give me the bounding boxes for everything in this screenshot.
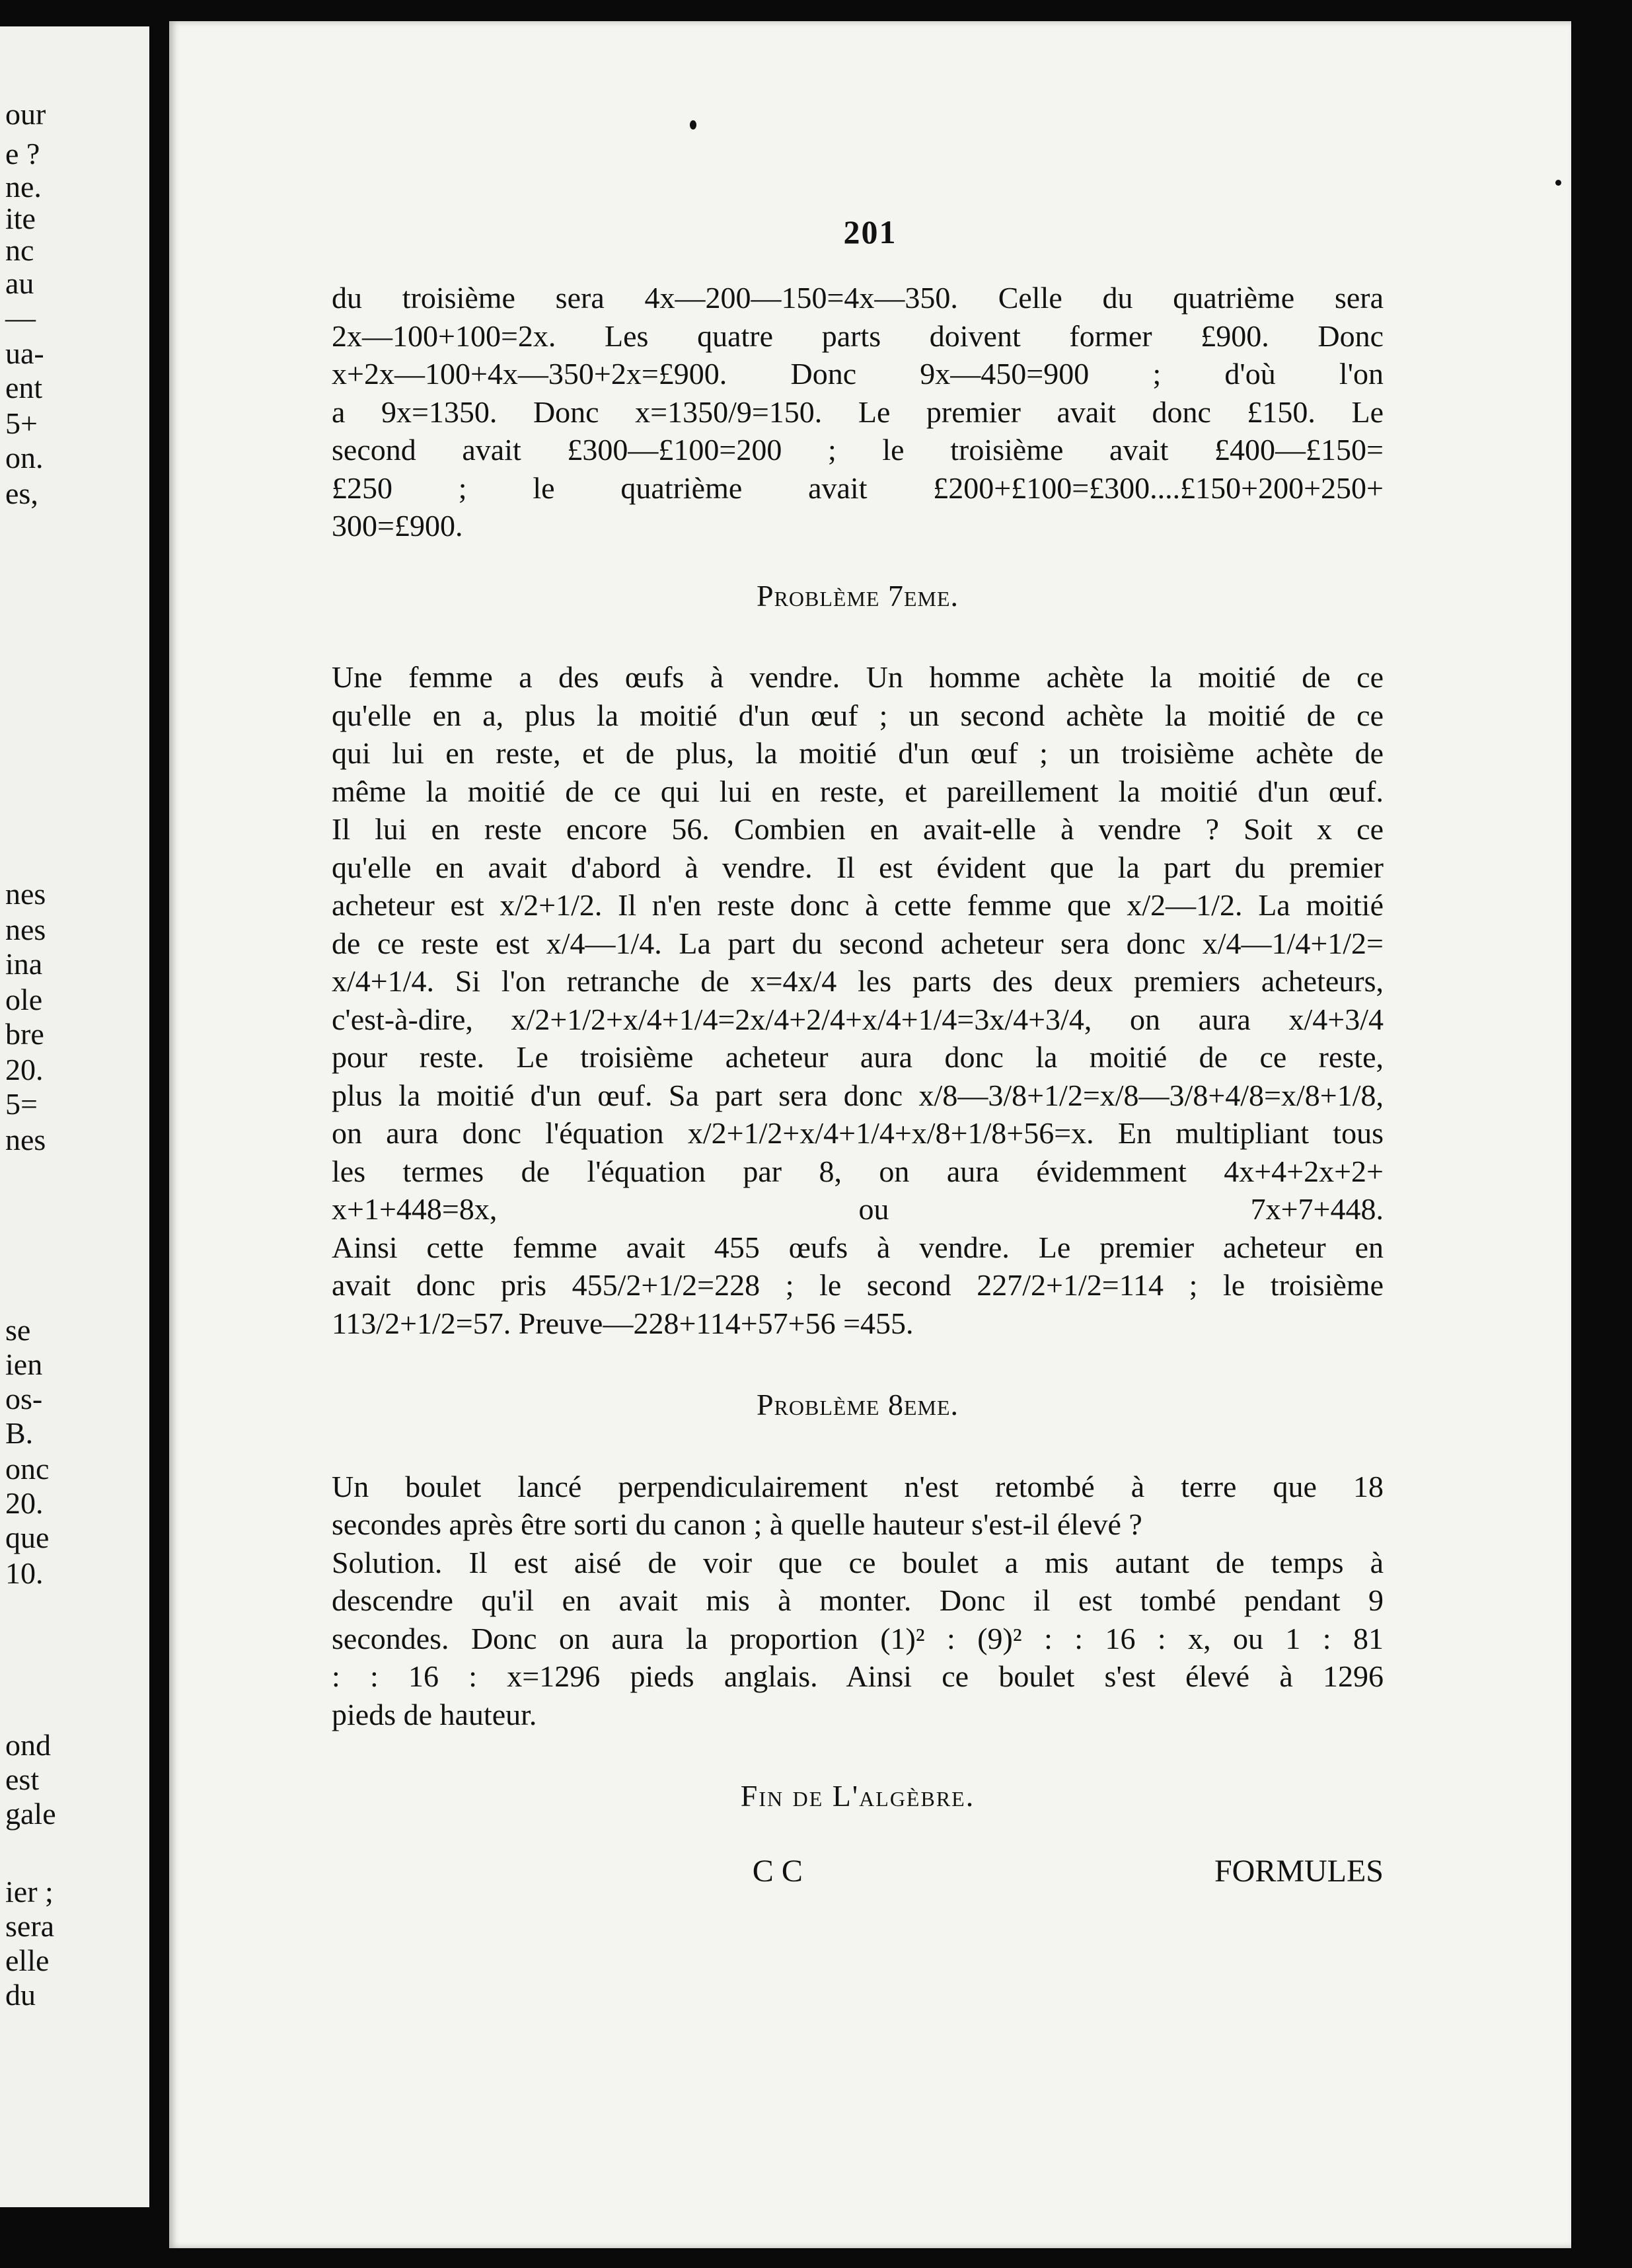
book-page	[169, 21, 1571, 2248]
facing-page-fragment: our	[5, 97, 46, 131]
facing-page-fragment: gale	[5, 1797, 56, 1831]
probleme-7-line: même la moitié de ce qui lui en reste, et pareillement la moitié d'un œuf.	[332, 774, 1384, 808]
solution-6-line: second avait £300—£100=200 ; le troisième avait £400—£150=	[332, 433, 1384, 467]
facing-page-fragment: ina	[5, 947, 43, 981]
probleme-7-line: Une femme a des œufs à vendre. Un homme achète la moitié de ce	[332, 660, 1384, 694]
solution-6-line: x+2x—100+4x—350+2x=£900. Donc 9x—450=900 ; d'où l'on	[332, 357, 1384, 391]
probleme-7-line: c'est-à-dire, x/2+1/2+x/4+1/4=2x/4+2/4+x/4+1/4=3x/4+3/4, on aura x/4+3/4	[332, 1002, 1384, 1036]
paragraph-solution-6	[332, 279, 1384, 545]
solution-8-line: secondes. Donc on aura la proportion (1)² : (9)² : : 16 : x, ou 1 : 81	[332, 1621, 1384, 1655]
facing-page-fragment: ne.	[5, 170, 42, 204]
paragraph-probleme-7	[332, 658, 1384, 1342]
facing-page-fragment: ite	[5, 202, 36, 235]
facing-page-fragment: 10.	[5, 1556, 44, 1590]
probleme-8-line: secondes après être sorti du canon ; à quelle hauteur s'est-il élevé ?	[332, 1507, 1142, 1541]
facing-page-fragment: bre	[5, 1017, 44, 1051]
adjacent-page-edge	[0, 26, 149, 2207]
probleme-7-line: Il lui en reste encore 56. Combien en avait-elle à vendre ? Soit x ce	[332, 812, 1384, 846]
facing-page-fragment: est	[5, 1762, 40, 1796]
page-number: 201	[843, 213, 897, 250]
facing-page-fragment: nes	[5, 1123, 46, 1156]
end-of-algebra-title: Fin de L'algèbre.	[740, 1779, 975, 1813]
probleme-7-line: on aura donc l'équation x/2+1/2+x/4+1/4+x/8+1/8+56=x. En multipliant tous	[332, 1116, 1384, 1150]
facing-page-fragment: se	[5, 1313, 31, 1347]
solution-8-line: : : 16 : x=1296 pieds anglais. Ainsi ce boulet s'est élevé à 1296	[332, 1659, 1384, 1693]
ink-speck	[1555, 180, 1561, 186]
facing-page-fragment: e ?	[5, 137, 40, 170]
facing-page-fragment: ole	[5, 983, 43, 1016]
facing-page-fragment: —	[5, 301, 36, 334]
facing-page-fragment: on.	[5, 441, 44, 474]
facing-page-fragment: 20.	[5, 1053, 44, 1086]
probleme-7-line: avait donc pris 455/2+1/2=228 ; le second 227/2+1/2=114 ; le troisième	[332, 1268, 1384, 1302]
probleme-7-line: de ce reste est x/4—1/4. La part du second acheteur sera donc x/4—1/4+1/2=	[332, 926, 1384, 960]
heading-probleme-8: Problème 8eme.	[756, 1388, 959, 1421]
solution-8-line: descendre qu'il en avait mis à monter. Donc il est tombé pendant 9	[332, 1583, 1384, 1617]
probleme-7-line: qu'elle en a, plus la moitié d'un œuf ; un second achète la moitié de ce	[332, 698, 1384, 732]
probleme-7-line: pour reste. Le troisième acheteur aura donc la moitié de ce reste,	[332, 1040, 1384, 1074]
facing-page-fragment: que	[5, 1521, 50, 1554]
probleme-7-line: qu'elle en avait d'abord à vendre. Il est évident que la part du premier	[332, 850, 1384, 884]
paragraph-solution-8	[332, 1544, 1384, 1734]
facing-page-fragment: nes	[5, 913, 46, 946]
probleme-7-line: les termes de l'équation par 8, on aura évidemment 4x+4+2x+2+	[332, 1154, 1384, 1188]
facing-page-fragment: nes	[5, 877, 46, 911]
facing-page-fragment: ier ;	[5, 1875, 54, 1909]
facing-page-fragment: os-	[5, 1382, 43, 1416]
facing-page-fragment: B.	[5, 1416, 34, 1450]
solution-6-line: 2x—100+100=2x. Les quatre parts doivent former £900. Donc	[332, 319, 1384, 353]
probleme-7-line: plus la moitié d'un œuf. Sa part sera donc x/8—3/8+1/2=x/8—3/8+4/8=x/8+1/8,	[332, 1078, 1384, 1112]
facing-page-fragment: au	[5, 266, 34, 300]
facing-page-fragment: ent	[5, 371, 43, 404]
signature-mark: C C	[752, 1853, 803, 1889]
solution-6-line: du troisième sera 4x—200—150=4x—350. Celle du quatrième sera	[332, 281, 1384, 315]
solution-6-line: a 9x=1350. Donc x=1350/9=150. Le premier avait donc £150. Le	[332, 395, 1384, 429]
facing-page-fragment: 5=	[5, 1087, 38, 1121]
probleme-7-line: x/4+1/4. Si l'on retranche de x=4x/4 les parts des deux premiers acheteurs,	[332, 964, 1384, 998]
probleme-8-line: Un boulet lancé perpendiculairement n'est retombé à terre que 18	[332, 1469, 1384, 1503]
probleme-7-line: x+1+448=8x, ou 7x+7+448.	[332, 1192, 1384, 1226]
facing-page-fragment: onc	[5, 1452, 50, 1486]
probleme-7-line: Ainsi cette femme avait 455 œufs à vendre. Le premier acheteur en	[332, 1230, 1384, 1264]
paragraph-probleme-8	[332, 1468, 1384, 1544]
facing-page-fragment: 20.	[5, 1486, 44, 1520]
facing-page-fragment: ua-	[5, 336, 44, 370]
facing-page-fragment: elle	[5, 1944, 50, 1977]
ink-speck	[690, 120, 696, 130]
facing-page-fragment: es,	[5, 476, 38, 510]
facing-page-fragment: ien	[5, 1347, 43, 1381]
probleme-7-line: acheteur est x/2+1/2. Il n'en reste donc à cette femme que x/2—1/2. La moitié	[332, 888, 1384, 922]
solution-6-line: 300=£900.	[332, 509, 463, 543]
facing-page-fragment: du	[5, 1978, 36, 2012]
facing-page-fragment: sera	[5, 1909, 55, 1943]
book-gutter	[149, 0, 169, 2268]
solution-8-line: pieds de hauteur.	[332, 1697, 537, 1731]
probleme-7-line: qui lui en reste, et de plus, la moitié d'un œuf ; un troisième achète de	[332, 736, 1384, 770]
facing-page-fragment: nc	[5, 233, 34, 267]
solution-8-line: Solution. Il est aisé de voir que ce boulet a mis autant de temps à	[332, 1545, 1384, 1579]
heading-probleme-7: Problème 7eme.	[756, 578, 959, 613]
probleme-7-line: 113/2+1/2=57. Preuve—228+114+57+56 =455.	[332, 1306, 914, 1340]
page-body	[332, 279, 1384, 1890]
catchword: FORMULES	[1214, 1853, 1384, 1889]
solution-6-line: £250 ; le quatrième avait £200+£100=£300....£150+200+250+	[332, 471, 1384, 505]
facing-page-fragment: ond	[5, 1728, 51, 1762]
facing-page-fragment: 5+	[5, 406, 38, 440]
